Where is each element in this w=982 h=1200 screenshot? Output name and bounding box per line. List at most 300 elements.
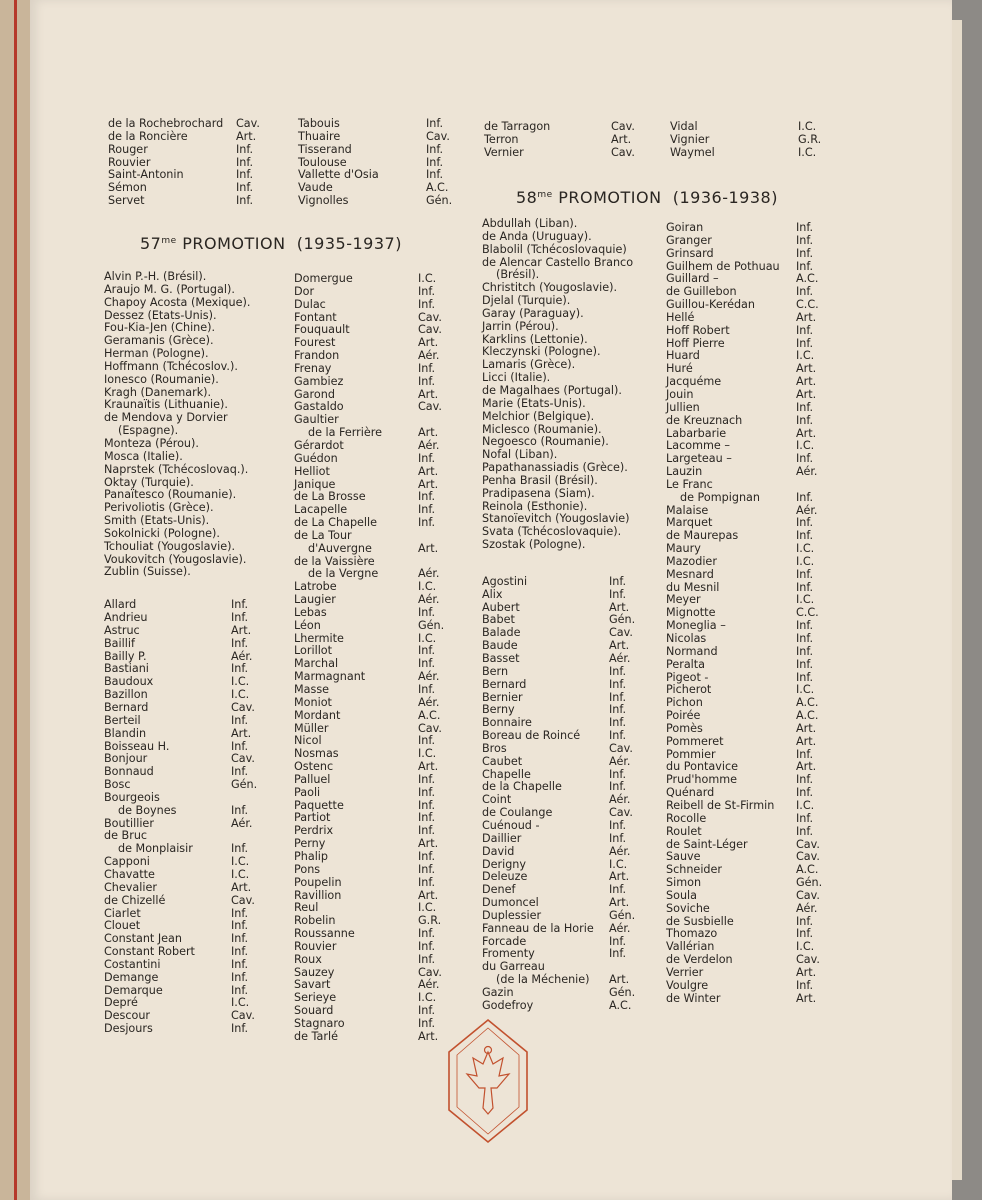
officer-name: Vallérian bbox=[666, 940, 715, 954]
officer-entry-souard bbox=[294, 1005, 454, 1018]
officer-name: Mignotte bbox=[666, 606, 716, 620]
officer-name: Capponi bbox=[104, 855, 150, 869]
officer-branch: Cav. bbox=[231, 701, 255, 714]
officer-name: Denef bbox=[482, 883, 516, 897]
officer-name: Bourgeois bbox=[104, 790, 160, 804]
officer-branch: Inf. bbox=[609, 677, 627, 691]
officer-entry-d-auvergne bbox=[294, 543, 454, 556]
officer-name: Fouquault bbox=[294, 323, 350, 337]
officer-name: Baillif bbox=[104, 636, 135, 650]
officer-branch: Inf. bbox=[231, 662, 249, 676]
officer-name: Fourest bbox=[294, 336, 336, 350]
officer-branch: Inf. bbox=[231, 598, 249, 612]
officer-name: Aubert bbox=[482, 600, 520, 614]
officer-name: Vidal bbox=[670, 120, 698, 133]
officer-name: Pons bbox=[294, 862, 321, 876]
officer-entry-paoli bbox=[294, 787, 454, 800]
officer-branch: Inf. bbox=[231, 906, 249, 920]
officer-branch: Inf. bbox=[418, 1016, 436, 1030]
officer-name: Mosca (Italie). bbox=[104, 449, 183, 463]
officer-entry-tabouis bbox=[298, 118, 458, 131]
officer-name: Jouin bbox=[666, 387, 694, 401]
officer-name: Roulet bbox=[666, 824, 702, 838]
officer-branch: Inf. bbox=[418, 284, 436, 298]
officer-branch: Inf. bbox=[609, 664, 627, 678]
officer-name: Chapelle bbox=[482, 767, 531, 781]
officer-branch: Inf. bbox=[418, 361, 436, 375]
officer-branch: Inf. bbox=[609, 729, 627, 743]
officer-name: Pommier bbox=[666, 747, 716, 761]
officer-name: de la Ferrière bbox=[308, 426, 382, 440]
officer-entry-vignolles bbox=[298, 195, 458, 208]
officer-branch: Inf. bbox=[796, 413, 814, 427]
officer-branch: Art. bbox=[609, 896, 630, 910]
officer-entry-marie-etats-unis bbox=[482, 398, 652, 411]
officer-branch: Gén. bbox=[609, 985, 636, 999]
officer-entry-de-magalhaes-portugal bbox=[482, 385, 652, 398]
officer-name: Waymel bbox=[670, 145, 715, 159]
officer-name: de Verdelon bbox=[666, 953, 733, 967]
officer-name: Abdullah (Liban). bbox=[482, 217, 578, 230]
officer-name: Peralta bbox=[666, 657, 706, 671]
officer-branch: Cav. bbox=[231, 893, 255, 907]
officer-name: Normand bbox=[666, 644, 718, 658]
officer-branch: Aér. bbox=[609, 754, 631, 768]
officer-entry-nicolas bbox=[666, 633, 826, 646]
officer-entry-reibell-de-st-firmin bbox=[666, 800, 826, 813]
officer-entry-hoffmann-tchecoslov bbox=[104, 361, 274, 374]
officer-name: Servet bbox=[108, 194, 145, 208]
officer-name: de Tarragon bbox=[484, 120, 551, 133]
officer-name: Jarrin (Pérou). bbox=[482, 319, 559, 333]
officer-entry-astruc bbox=[104, 625, 274, 638]
officer-name: Kragh (Danemark). bbox=[104, 385, 212, 399]
officer-branch: Inf. bbox=[418, 939, 436, 953]
officer-entry-domergue bbox=[294, 273, 454, 286]
officer-name: Léon bbox=[294, 618, 321, 632]
officer-name: Demarque bbox=[104, 983, 163, 997]
officer-name: Caubet bbox=[482, 754, 523, 768]
officer-name: Fou-Kia-Jen (Chine). bbox=[104, 321, 216, 335]
promotion-58-number: 58 bbox=[516, 188, 538, 207]
officer-branch: Aér. bbox=[231, 649, 253, 663]
officer-name: Frenay bbox=[294, 361, 332, 375]
officer-branch: Inf. bbox=[418, 490, 436, 504]
officer-name: Stanoïevitch (Yougoslavie) bbox=[482, 512, 630, 526]
officer-entry-peralta bbox=[666, 659, 826, 672]
officer-name: Pommeret bbox=[666, 734, 724, 748]
officer-name: Vernier bbox=[484, 145, 524, 159]
officer-name: du Garreau bbox=[482, 960, 545, 974]
officer-entry-guedon bbox=[294, 453, 454, 466]
officer-name: Nicolas bbox=[666, 632, 707, 645]
officer-name: de Susbielle bbox=[666, 914, 734, 928]
officer-name: Bern bbox=[482, 664, 509, 678]
officer-entry-rouvier bbox=[294, 941, 454, 954]
officer-name: Demange bbox=[104, 970, 159, 984]
officer-branch: A.C. bbox=[796, 709, 819, 723]
officer-branch: Inf. bbox=[609, 818, 627, 832]
promotion-57-years: (1935-1937) bbox=[296, 234, 402, 253]
officer-branch: I.C. bbox=[418, 631, 437, 645]
officer-name: Partiot bbox=[294, 811, 331, 825]
officer-name: Hoff Robert bbox=[666, 323, 730, 337]
officer-branch: I.C. bbox=[231, 996, 250, 1010]
officer-name: Mesnard bbox=[666, 567, 714, 581]
officer-name: Berteil bbox=[104, 713, 141, 727]
officer-branch: I.C. bbox=[796, 542, 815, 556]
officer-branch: Cav. bbox=[609, 741, 633, 755]
officer-branch: I.C. bbox=[796, 349, 815, 363]
officer-name: de Chizellé bbox=[104, 893, 166, 907]
officer-name: Soviche bbox=[666, 901, 710, 915]
officer-name: Araujo M. G. (Portugal). bbox=[104, 282, 235, 296]
officer-name: Constant Robert bbox=[104, 945, 195, 959]
officer-name: Laugier bbox=[294, 593, 336, 607]
officer-branch: Gén. bbox=[418, 618, 445, 632]
officer-branch: G.R. bbox=[798, 132, 822, 146]
officer-entry-de-la-mechenie bbox=[482, 974, 652, 987]
officer-branch: Inf. bbox=[796, 773, 814, 787]
officer-branch: Inf. bbox=[609, 831, 627, 845]
officer-branch: Inf. bbox=[418, 297, 436, 311]
cover-red-rule bbox=[14, 0, 17, 1200]
officer-name: Frandon bbox=[294, 349, 340, 363]
officer-entry-masse bbox=[294, 684, 454, 697]
officer-entry-stagnaro bbox=[294, 1018, 454, 1031]
officer-entry-waymel bbox=[670, 147, 830, 160]
officer-name: Basset bbox=[482, 652, 520, 665]
officer-name: Licci (Italie). bbox=[482, 371, 551, 385]
officer-branch: Inf. bbox=[796, 747, 814, 761]
officer-name: Poirée bbox=[666, 709, 701, 723]
officer-name: Huré bbox=[666, 362, 693, 376]
officer-branch: Inf. bbox=[609, 587, 627, 601]
officer-branch: Art. bbox=[796, 362, 817, 376]
officer-name: Szostak (Pologne). bbox=[482, 538, 586, 552]
officer-name: Andrieu bbox=[104, 611, 148, 625]
officer-name: Nicol bbox=[294, 734, 322, 748]
officer-branch: Art. bbox=[796, 991, 817, 1005]
officer-name: Huard bbox=[666, 349, 700, 363]
officer-name: Deleuze bbox=[482, 870, 528, 884]
officer-name: Coint bbox=[482, 793, 512, 807]
officer-branch: Inf. bbox=[426, 168, 444, 182]
officer-name: Tchouliat (Yougoslavie). bbox=[104, 539, 236, 553]
officer-entry-rouger bbox=[108, 144, 268, 157]
officer-entry-mazodier bbox=[666, 556, 826, 569]
officer-entry-guillou-keredan bbox=[666, 299, 826, 312]
top-list-column-2 bbox=[298, 118, 458, 208]
officer-name: Geramanis (Grèce). bbox=[104, 334, 214, 348]
officer-name: Fromenty bbox=[482, 947, 535, 961]
officer-branch: Inf. bbox=[418, 875, 436, 889]
officer-name: Simon bbox=[666, 876, 702, 890]
officer-branch: Inf. bbox=[231, 739, 249, 753]
officer-name: Terron bbox=[484, 132, 519, 146]
officer-name: de Saint-Léger bbox=[666, 837, 748, 851]
officer-branch: Inf. bbox=[426, 142, 444, 156]
officer-entry-godefroy bbox=[482, 1000, 652, 1013]
officer-branch: Art. bbox=[236, 129, 257, 143]
officer-name: Papathanassiadis (Grèce). bbox=[482, 461, 628, 475]
officer-entry-granger bbox=[666, 235, 826, 248]
officer-branch: Cav. bbox=[796, 837, 820, 851]
officer-entry-simon bbox=[666, 877, 826, 890]
officer-entry-poiree bbox=[666, 710, 826, 723]
officer-branch: Art. bbox=[609, 973, 630, 987]
officer-name: de Mendova y Dorvier bbox=[104, 411, 228, 425]
officer-name: Goiran bbox=[666, 221, 704, 234]
officer-name: Pichon bbox=[666, 696, 703, 710]
officer-name: Mordant bbox=[294, 708, 341, 722]
officer-branch: Inf. bbox=[231, 1022, 249, 1036]
officer-branch: Art. bbox=[418, 464, 439, 478]
officer-entry-bernard bbox=[482, 679, 652, 692]
officer-name: Perdrix bbox=[294, 824, 334, 838]
officer-branch: Inf. bbox=[418, 811, 436, 825]
top-list-column-3 bbox=[484, 121, 654, 160]
officer-name: Saint-Antonin bbox=[108, 168, 184, 182]
officer-name: de Anda (Uruguay). bbox=[482, 229, 592, 243]
officer-name: Vignolles bbox=[298, 194, 349, 208]
officer-name: Gambiez bbox=[294, 374, 344, 388]
officer-branch: Inf. bbox=[418, 952, 436, 966]
officer-branch: Cav. bbox=[611, 120, 635, 133]
officer-name: Oktay (Turquie). bbox=[104, 475, 194, 489]
officer-branch: Inf. bbox=[796, 233, 814, 247]
officer-entry-pradipasena-siam bbox=[482, 488, 652, 501]
officer-branch: I.C. bbox=[231, 855, 250, 869]
officer-name: Thomazo bbox=[666, 927, 718, 941]
officer-name: Poupelin bbox=[294, 875, 342, 889]
officer-branch: Art. bbox=[796, 760, 817, 774]
officer-entry-de-la-ronciere bbox=[108, 131, 268, 144]
officer-branch: Inf. bbox=[796, 811, 814, 825]
officer-branch: Aér. bbox=[418, 593, 440, 607]
officer-name: de Guillebon bbox=[666, 285, 737, 299]
officer-branch: I.C. bbox=[796, 554, 815, 568]
officer-name: Karklins (Lettonie). bbox=[482, 332, 588, 346]
officer-name: Balade bbox=[482, 626, 521, 640]
officer-name: de Winter bbox=[666, 991, 721, 1005]
officer-entry-szostak-pologne bbox=[482, 539, 652, 552]
officer-branch: Inf. bbox=[796, 644, 814, 658]
stamp-hexagon-inner bbox=[457, 1028, 519, 1134]
officer-name: Voukovitch (Yougoslavie). bbox=[104, 552, 247, 566]
officer-entry-bernard bbox=[104, 702, 274, 715]
officer-entry-andrieu bbox=[104, 612, 274, 625]
officer-entry-jouin bbox=[666, 389, 826, 402]
officer-name: Hoffmann (Tchécoslov.). bbox=[104, 359, 238, 373]
officer-name: Rouvier bbox=[294, 939, 337, 953]
officer-branch: Cav. bbox=[231, 752, 255, 766]
officer-branch: Inf. bbox=[609, 947, 627, 961]
officer-name: Bonjour bbox=[104, 752, 148, 766]
officer-name: Marie (Etats-Unis). bbox=[482, 396, 586, 410]
officer-name: Ostenc bbox=[294, 760, 334, 774]
officer-branch: Art. bbox=[609, 870, 630, 884]
officer-name: Guédon bbox=[294, 451, 338, 465]
officer-entry-cuenoud bbox=[482, 820, 652, 833]
officer-branch: I.C. bbox=[796, 683, 815, 697]
officer-name: Marchal bbox=[294, 657, 339, 671]
officer-name: Moneglia – bbox=[666, 619, 726, 633]
officer-name: Svata (Tchécoslovaquie). bbox=[482, 525, 622, 539]
officer-name: Boisseau H. bbox=[104, 739, 170, 753]
officer-name: Lauzin bbox=[666, 465, 703, 479]
officer-name: de la Chapelle bbox=[482, 780, 562, 794]
officer-branch: Inf. bbox=[418, 798, 436, 812]
officer-entry-berteil bbox=[104, 715, 274, 728]
officer-branch: Aér. bbox=[418, 438, 440, 452]
officer-entry-sokolnicki-pologne bbox=[104, 528, 274, 541]
officer-branch: Inf. bbox=[796, 927, 814, 941]
officer-name: Malaise bbox=[666, 503, 709, 517]
officer-name: Schneider bbox=[666, 863, 723, 877]
officer-name: Clouet bbox=[104, 919, 141, 933]
officer-name: Dor bbox=[294, 284, 315, 298]
officer-entry-normand bbox=[666, 646, 826, 659]
officer-entry-ostenc bbox=[294, 761, 454, 774]
officer-name: Bastiani bbox=[104, 662, 149, 676]
officer-name: de Tarlé bbox=[294, 1029, 338, 1043]
officer-entry-verrier bbox=[666, 967, 826, 980]
officer-name: Sauzey bbox=[294, 965, 335, 979]
officer-entry-lauzin bbox=[666, 466, 826, 479]
officer-branch: Aér. bbox=[609, 652, 631, 665]
officer-entry-constant-robert bbox=[104, 946, 274, 959]
officer-entry-frandon bbox=[294, 350, 454, 363]
officer-branch: Inf. bbox=[609, 934, 627, 948]
officer-name: Maury bbox=[666, 542, 701, 556]
officer-branch: Inf. bbox=[426, 155, 444, 169]
officer-name: Jullien bbox=[666, 400, 700, 414]
officer-branch: Inf. bbox=[796, 490, 814, 504]
officer-entry-jarrin-perou bbox=[482, 321, 652, 334]
officer-name: Bailly P. bbox=[104, 649, 147, 663]
officer-branch: A.C. bbox=[609, 998, 632, 1012]
promotion-58-label: PROMOTION bbox=[558, 188, 662, 207]
officer-branch: Inf. bbox=[231, 803, 249, 817]
officer-name: Tabouis bbox=[298, 117, 340, 130]
officer-branch: I.C. bbox=[231, 867, 250, 881]
officer-entry-ionesco-roumanie bbox=[104, 374, 274, 387]
officer-branch: Aér. bbox=[796, 503, 818, 517]
officer-entry-soviche bbox=[666, 903, 826, 916]
officer-name: Roussanne bbox=[294, 927, 355, 941]
officer-name: Gaultier bbox=[294, 413, 339, 427]
officer-name: Bonnaud bbox=[104, 765, 154, 779]
officer-entry-lebas bbox=[294, 607, 454, 620]
officer-branch: Inf. bbox=[236, 155, 254, 169]
officer-name: Paoli bbox=[294, 785, 321, 799]
officer-name: (Brésil). bbox=[496, 268, 540, 282]
promotion-58-column-2 bbox=[666, 222, 826, 1005]
officer-branch: I.C. bbox=[609, 857, 628, 871]
officer-name: de la Rochebrochard bbox=[108, 117, 224, 130]
officer-name: du Mesnil bbox=[666, 580, 720, 594]
officer-entry-bern bbox=[482, 666, 652, 679]
officer-branch: Inf. bbox=[796, 914, 814, 928]
officer-entry-de-pompignan bbox=[666, 492, 826, 505]
officer-name: Daillier bbox=[482, 831, 522, 845]
officer-name: Thuaire bbox=[298, 129, 341, 143]
officer-branch: Cav. bbox=[796, 888, 820, 902]
officer-name: Panaïtesco (Roumanie). bbox=[104, 488, 237, 502]
officer-branch: Inf. bbox=[609, 883, 627, 897]
officer-branch: Cav. bbox=[418, 400, 442, 414]
officer-branch: Gén. bbox=[609, 613, 636, 627]
officer-name: Rocolle bbox=[666, 811, 707, 825]
officer-entry-laugier bbox=[294, 594, 454, 607]
officer-entry-tchouliat-yougoslavie bbox=[104, 541, 274, 554]
officer-branch: I.C. bbox=[798, 120, 817, 133]
officer-entry-blabolil-tchecoslovaquie bbox=[482, 244, 652, 257]
officer-branch: Art. bbox=[418, 760, 439, 774]
officer-entry-roulet bbox=[666, 826, 826, 839]
officer-name: Lhermite bbox=[294, 631, 344, 645]
officer-entry-roux bbox=[294, 954, 454, 967]
officer-name: Masse bbox=[294, 683, 330, 696]
officer-branch: Inf. bbox=[609, 767, 627, 781]
officer-branch: Cav. bbox=[236, 117, 260, 130]
officer-entry-chevalier bbox=[104, 882, 274, 895]
officer-name: Garay (Paraguay). bbox=[482, 306, 584, 320]
officer-entry-papathanassiadis-grece bbox=[482, 462, 652, 475]
officer-branch: Art. bbox=[231, 726, 252, 740]
officer-entry-daillier bbox=[482, 833, 652, 846]
officer-name: (de la Méchenie) bbox=[496, 973, 590, 987]
officer-entry-agostini bbox=[482, 576, 652, 589]
officer-branch: Art. bbox=[796, 426, 817, 440]
officer-name: Sémon bbox=[108, 181, 147, 195]
promotion-57-number: 57 bbox=[140, 234, 162, 253]
officer-branch: Inf. bbox=[609, 574, 627, 588]
officer-branch: I.C. bbox=[418, 747, 437, 761]
officer-name: Naprstek (Tchécoslovaq.). bbox=[104, 462, 249, 476]
officer-name: de Kreuznach bbox=[666, 413, 743, 427]
officer-branch: Gén. bbox=[426, 194, 453, 208]
officer-name: Gazin bbox=[482, 985, 514, 999]
promotion-57-heading bbox=[140, 234, 402, 253]
officer-branch: Aér. bbox=[231, 816, 253, 830]
officer-name: de Boynes bbox=[118, 803, 177, 817]
officer-name: Costantini bbox=[104, 957, 161, 971]
officer-name: Vignier bbox=[670, 132, 710, 146]
officer-branch: Art. bbox=[418, 888, 439, 902]
officer-name: Domergue bbox=[294, 272, 353, 285]
officer-name: de Monplaisir bbox=[118, 842, 193, 856]
officer-branch: Inf. bbox=[418, 1004, 436, 1018]
officer-name: de Alencar Castello Branco bbox=[482, 255, 634, 269]
eagle-icon bbox=[467, 1052, 509, 1114]
officer-entry-herman-pologne bbox=[104, 348, 274, 361]
officer-name: Guillou-Kerédan bbox=[666, 298, 756, 312]
officer-branch: Inf. bbox=[796, 632, 814, 645]
officer-name: de La Brosse bbox=[294, 490, 366, 504]
officer-entry-caubet bbox=[482, 756, 652, 769]
officer-branch: Inf. bbox=[796, 259, 814, 273]
officer-branch: I.C. bbox=[796, 798, 815, 812]
officer-name: Nosmas bbox=[294, 747, 339, 761]
officer-name: Voulgre bbox=[666, 978, 709, 992]
officer-name: Perny bbox=[294, 837, 326, 851]
promotion-58-years: (1936-1938) bbox=[672, 188, 778, 207]
officer-name: Gérardot bbox=[294, 438, 344, 452]
officer-branch: Art. bbox=[418, 837, 439, 851]
officer-branch: Inf. bbox=[231, 842, 249, 856]
